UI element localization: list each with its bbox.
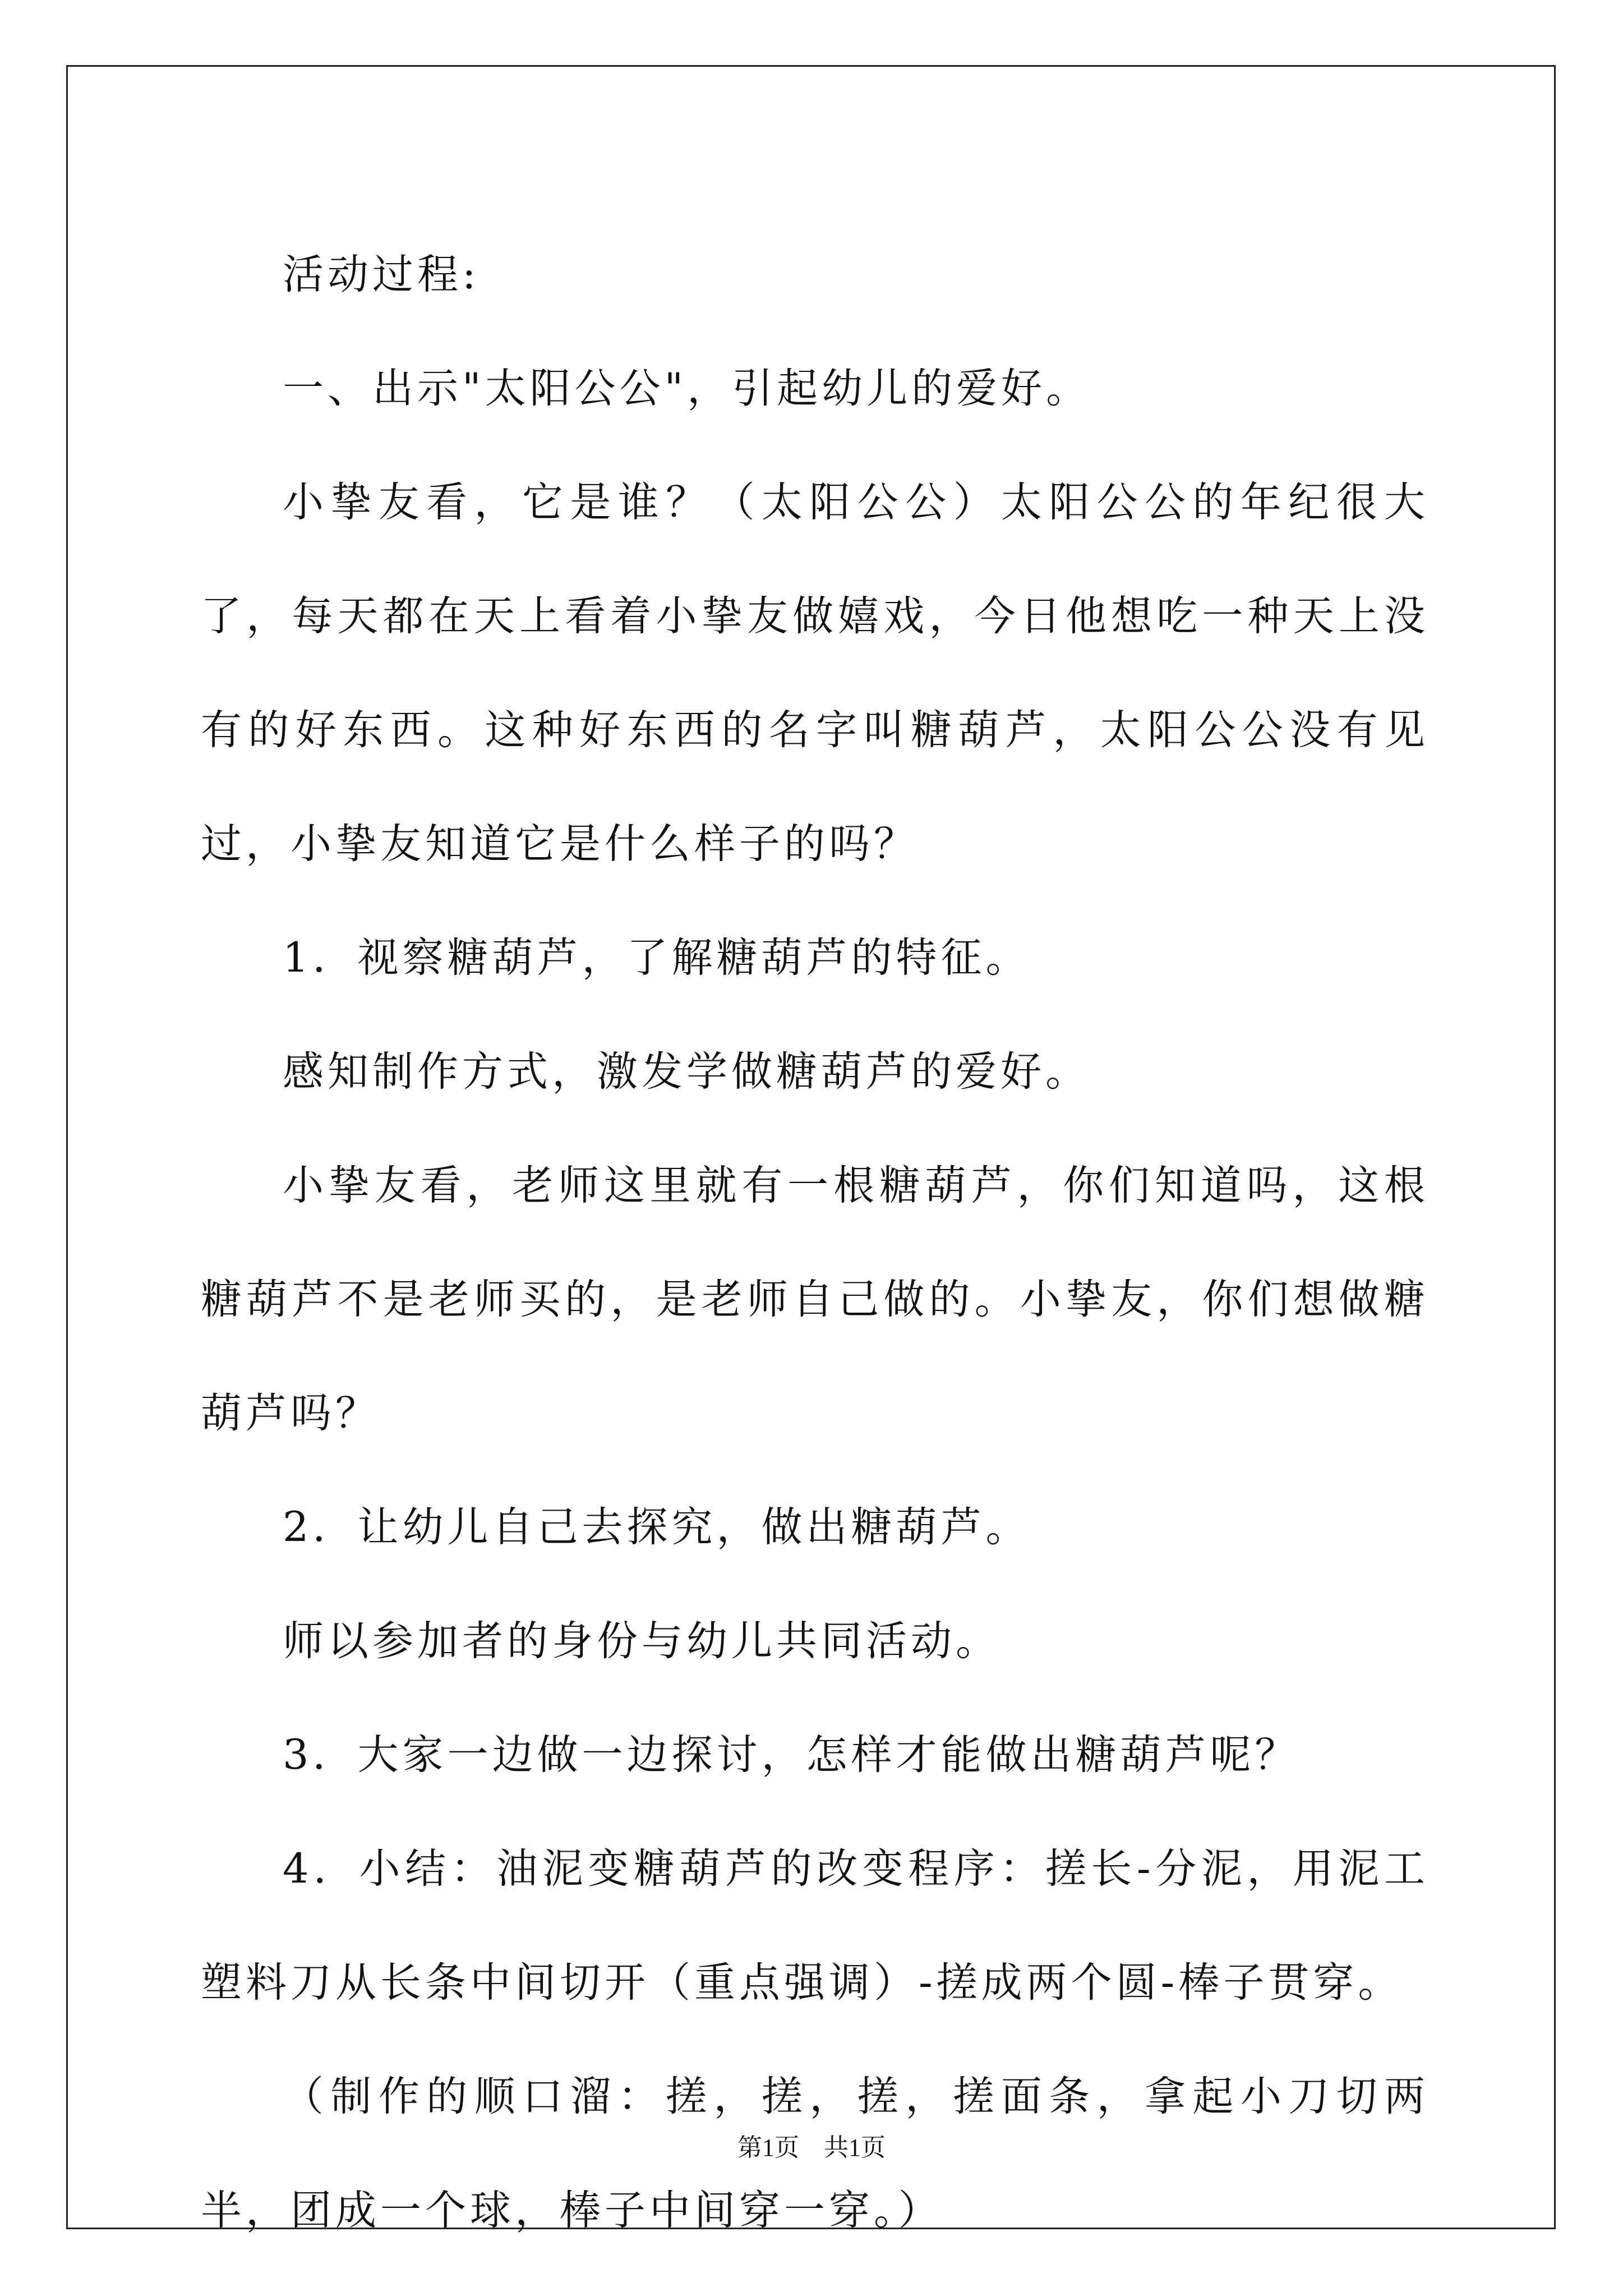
- paragraph-step-one: 一、出示"太阳公公"，引起幼儿的爱好。: [283, 365, 1091, 412]
- paragraph-item-1: 1．视察糖葫芦，了解糖葫芦的特征。: [283, 934, 1031, 982]
- paragraph-rhyme: （制作的顺口溜：搓，搓，搓，搓面条，拿起小刀切两半，团成一个球，棒子中间穿一穿。）: [201, 2073, 1429, 2234]
- paragraph-teacher-role: 师以参加者的身份与幼儿共同活动。: [283, 1617, 1000, 1665]
- paragraph-item-4: 4．小结：油泥变糖葫芦的改变程序：搓长-分泥，用泥工塑料刀从长条中间切开（重点强调）-搓成两个圆-棒子贯穿。: [201, 1845, 1429, 2007]
- paragraph-intro-story: 小挚友看，它是谁？（太阳公公）太阳公公的年纪很大了，每天都在天上看着小挚友做嬉戏，今日他想吃一种天上没有的好东西。这种好东西的名字叫糖葫芦，太阳公公没有见过，小挚友知道它是什么样子的吗？: [201, 478, 1429, 868]
- page-total: 共1页: [824, 2134, 886, 2161]
- document-body: [201, 218, 1429, 2267]
- paragraph-activity-process: 活动过程:: [283, 251, 480, 298]
- paragraph-item-3: 3．大家一边做一边探讨，怎样才能做出糖葫芦呢？: [283, 1731, 1300, 1779]
- page-number: 第1页: [737, 2134, 799, 2161]
- paragraph-teacher-demo: 小挚友看，老师这里就有一根糖葫芦，你们知道吗，这根糖葫芦不是老师买的，是老师自己做的。小挚友，你们想做糖葫芦吗？: [201, 1162, 1429, 1437]
- paragraph-item-2: 2．让幼儿自己去探究，做出糖葫芦。: [283, 1503, 1031, 1551]
- paragraph-perceive-method: 感知制作方式，激发学做糖葫芦的爱好。: [283, 1048, 1090, 1096]
- page-footer: [0, 2127, 1623, 2163]
